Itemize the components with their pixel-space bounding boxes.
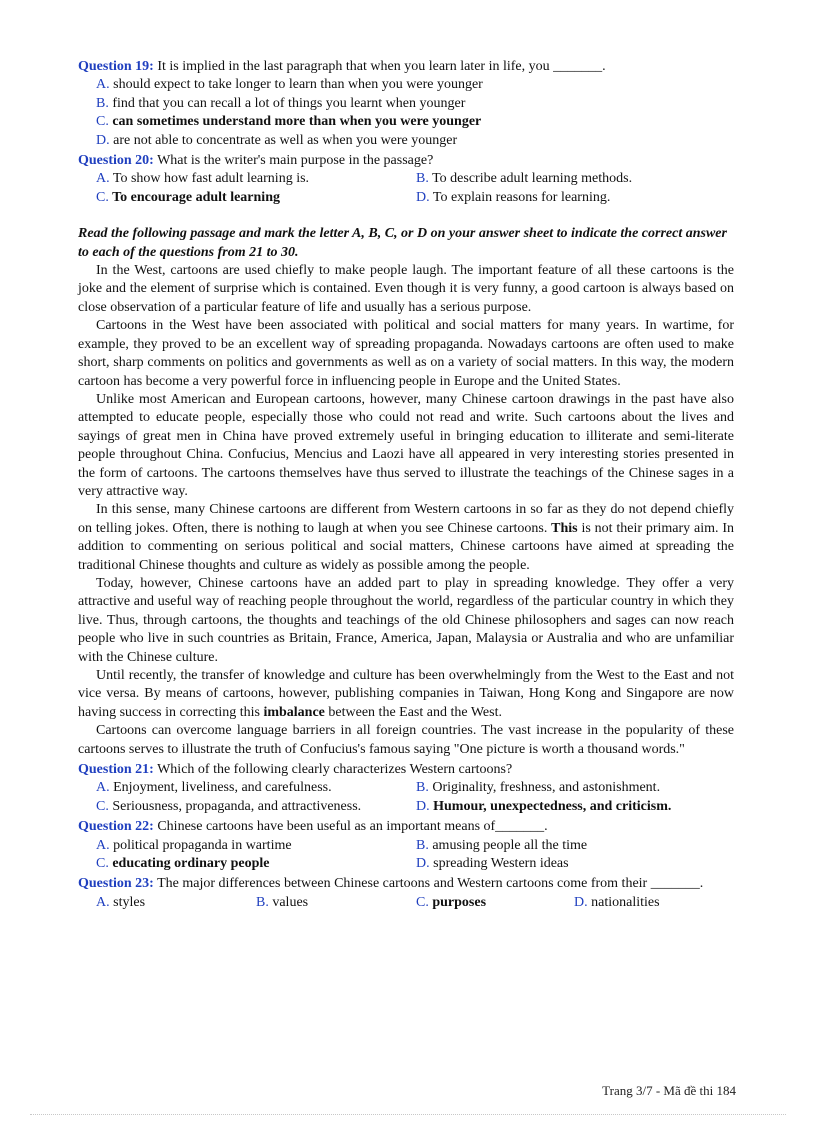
question-text: The major differences between Chinese cartoons and Western cartoons come from their _______. — [153, 876, 704, 892]
passage-paragraph-2: Cartoons in the West have been associated with political and social matters for many years. In wartime, for example, they proved to be an excellent way of spreading propaganda. Nowadays cartoons are often used to make short, sharp comments on politics and governments as well as on a variety of social matters. In this way, the modern cartoon has become a very powerful force in influencing people in Europe and the United States. — [78, 318, 734, 389]
footer-divider — [30, 1114, 786, 1115]
option-c: C. can sometimes understand more than when you were younger — [96, 114, 482, 130]
option-b: B. To describe adult learning methods. — [416, 171, 633, 187]
question-22 — [78, 818, 734, 836]
question-number: Question 20: — [78, 153, 154, 169]
question-20 — [78, 152, 734, 170]
option-c: C. To encourage adult learning — [96, 189, 280, 205]
options-grid — [96, 894, 734, 912]
question-text: Which of the following clearly characterizes Western cartoons? — [153, 762, 513, 778]
options-grid — [96, 170, 734, 207]
page-footer: Trang 3/7 - Mã đề thi 184 — [602, 1083, 736, 1098]
option-b: B. values — [256, 894, 309, 910]
option-a: A. should expect to take longer to learn than when you were younger — [96, 77, 483, 93]
option-c: C. educating ordinary people — [96, 856, 270, 872]
question-text: It is implied in the last paragraph that when you learn later in life, you _______. — [153, 59, 606, 74]
highlighted-word-this: This — [551, 520, 578, 536]
option-a: A. To show how fast adult learning is. — [96, 171, 310, 187]
option-b: B. find that you can recall a lot of things you learnt when younger — [96, 95, 466, 111]
question-23 — [78, 875, 734, 893]
highlighted-word-imbalance: imbalance — [263, 704, 325, 720]
option-d: D. are not able to concentrate as well as when you were younger — [96, 132, 458, 148]
option-d: D. nationalities — [574, 894, 660, 910]
options-grid — [96, 779, 734, 816]
passage-paragraph-3: Unlike most American and European cartoons, however, many Chinese cartoon drawings in the past have also attempted to educate people, especially those who could not read and write. Such cartoons about the lives and sayings of great men in China have proved extremely useful in bringing education to illiterate and semi-literate people throughout China. Confucius, Mencius and Laozi have all appeared in very interesting stories presented in the form of cartoons. The cartoons themselves have thus served to illustrate the teachings of the Chinese sages in a very attractive way. — [78, 391, 734, 499]
option-c: C. purposes — [416, 894, 487, 910]
question-21 — [78, 761, 734, 779]
option-b: B. amusing people all the time — [416, 837, 588, 853]
question-number: Question 23: — [78, 876, 154, 892]
option-c: C. Seriousness, propaganda, and attractiveness. — [96, 798, 362, 814]
option-d: D. To explain reasons for learning. — [416, 189, 611, 205]
question-number: Question 21: — [78, 762, 154, 778]
question-text: Chinese cartoons have been useful as an important means of_______. — [153, 819, 548, 835]
option-d: D. Humour, unexpectedness, and criticism. — [416, 798, 672, 814]
options-grid — [96, 837, 734, 874]
option-a: A. Enjoyment, liveliness, and carefulness. — [96, 780, 332, 796]
passage-paragraph-5: Today, however, Chinese cartoons have an added part to play in spreading knowledge. They offer a very attractive and useful way of reaching people throughout the world, regardless of the particular country in which they live. Thus, through cartoons, the thoughts and teachings of the old Chinese philosophers and sages can now reach people who live in such countries as Britain, France, America, Japan, Malaysia or Australia and who are unfamiliar with the Chinese culture. — [78, 575, 734, 665]
passage-paragraph-4: In this sense, many Chinese cartoons are different from Western cartoons in so far as they do not depend chiefly on telling jokes. Often, there is nothing to laugh at when you see Chinese cartoons. This is not their primary aim. In addition to commenting on serious political and social matters, Chinese cartoons have aimed at spreading the traditional Chinese thoughts and culture as widely as possible among the people. — [78, 502, 735, 573]
passage-paragraph-6: Until recently, the transfer of knowledge and culture has been overwhelmingly from the West to the East and not vice versa. By means of cartoons, however, publishing companies in Taiwan, Hong Kong and Singapore are now having success in correcting this imbalance between the East and the West. — [78, 668, 734, 720]
section-instruction: Read the following passage and mark the letter A, B, C, or D on your answer sheet to indicate the correct answer to each of the questions from 21 to 30. — [78, 226, 727, 260]
question-19 — [78, 58, 734, 76]
passage-paragraph-7: Cartoons can overcome language barriers in all foreign countries. The vast increase in the popularity of these cartoons serves to illustrate the truth of Confucius's famous saying "One picture is worth a thousand words." — [78, 723, 734, 757]
option-b: B. Originality, freshness, and astonishment. — [416, 780, 661, 796]
option-d: D. spreading Western ideas — [416, 856, 569, 872]
passage-paragraph-1: In the West, cartoons are used chiefly to make people laugh. The important feature of all these cartoons is the joke and the element of surprise which is contained. Even though it is very funny, a good cartoon is always based on close observation of a particular feature of life and usually has a serious purpose. — [78, 263, 734, 315]
question-text: What is the writer's main purpose in the passage? — [153, 153, 434, 169]
question-number: Question 22: — [78, 819, 154, 835]
exam-page — [78, 58, 734, 912]
question-number: Question 19: — [78, 59, 154, 74]
option-a: A. political propaganda in wartime — [96, 837, 292, 853]
option-a: A. styles — [96, 894, 146, 910]
